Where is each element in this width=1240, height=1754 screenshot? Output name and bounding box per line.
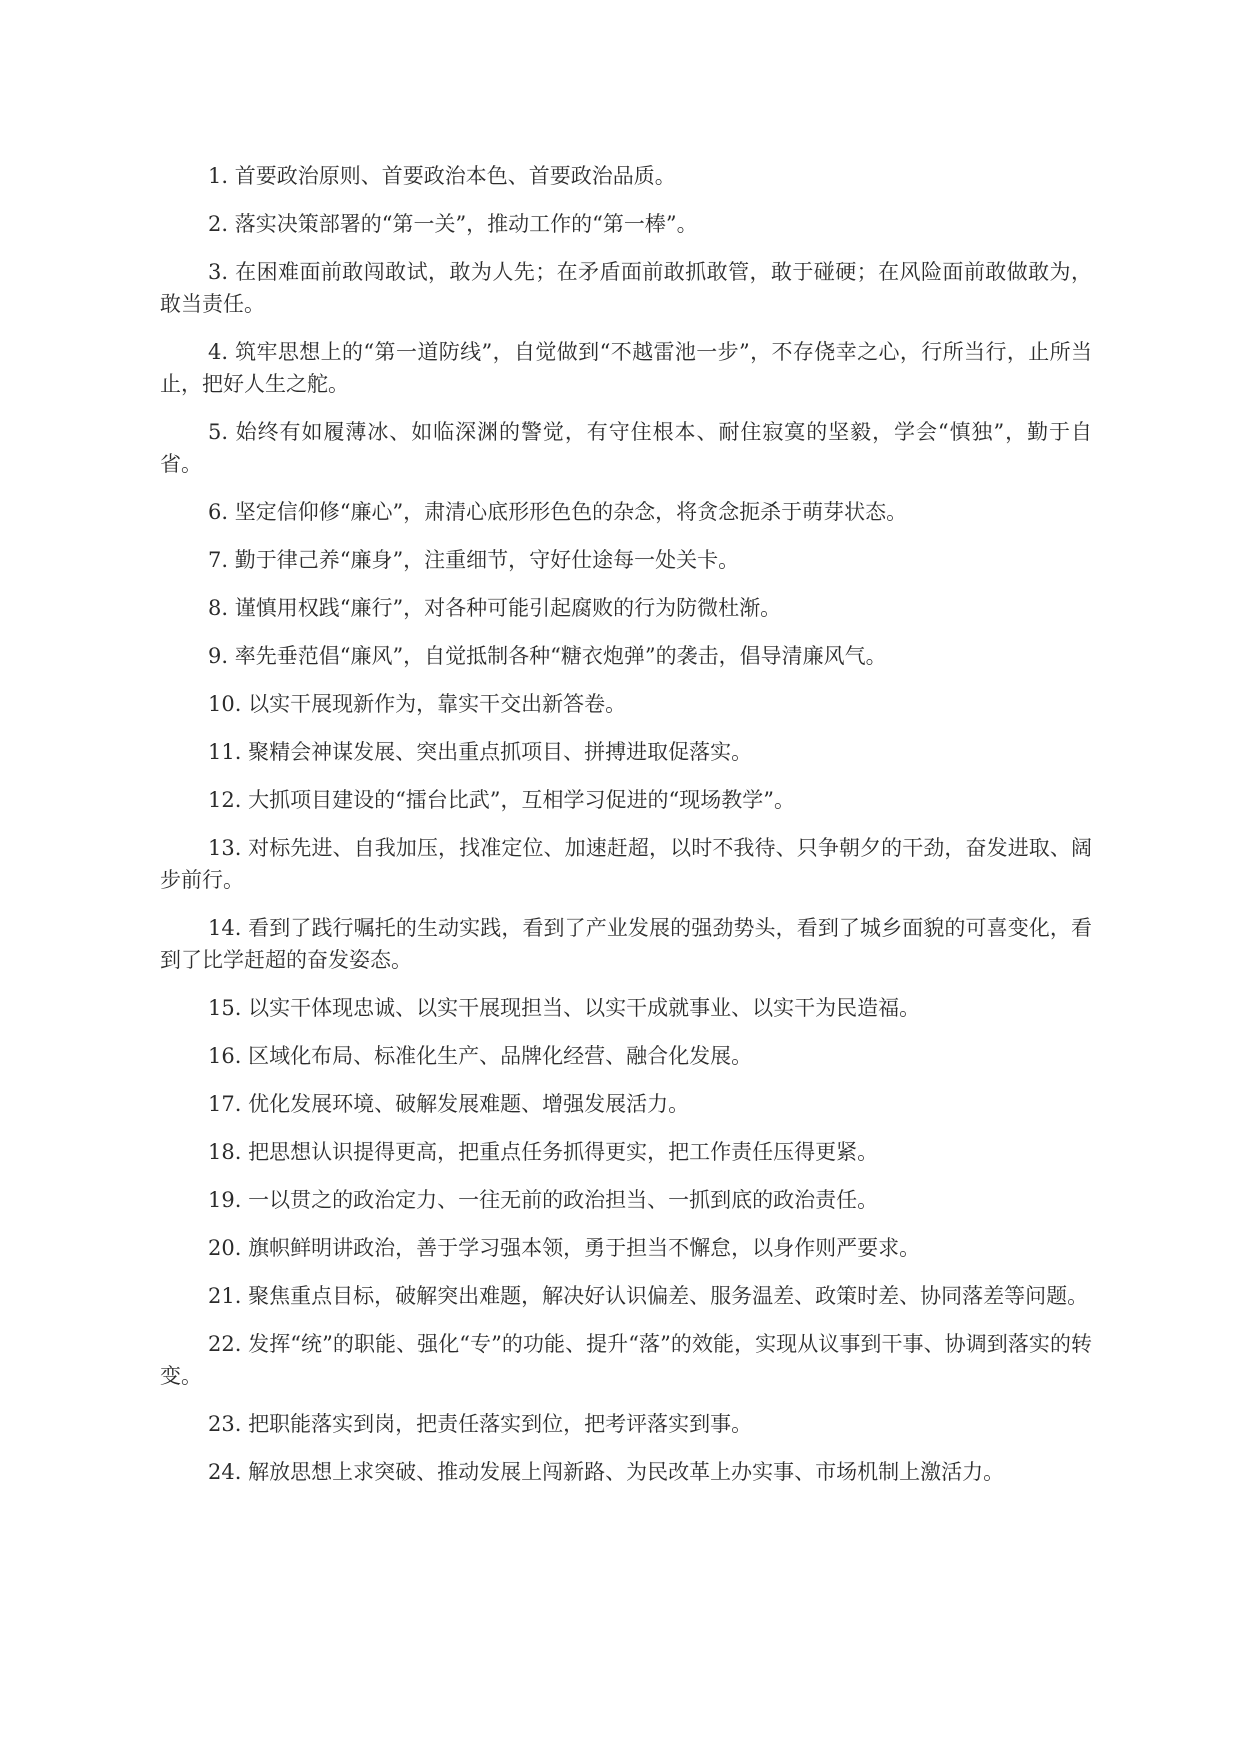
list-item: 18. 把思想认识提得更高，把重点任务抓得更实，把工作责任压得更紧。 bbox=[208, 1140, 879, 1164]
list-item: 13. 对标先进、自我加压，找准定位、加速赶超，以时不我待、只争朝夕的干劲，奋发进取、阔步前行。 bbox=[160, 836, 1092, 892]
list-item: 8. 谨慎用权践“廉行”，对各种可能引起腐败的行为防微杜渐。 bbox=[208, 596, 782, 620]
list-item: 23. 把职能落实到岗，把责任落实到位，把考评落实到事。 bbox=[208, 1412, 753, 1436]
list-item: 14. 看到了践行嘱托的生动实践，看到了产业发展的强劲势头，看到了城乡面貌的可喜变化，看到了比学赶超的奋发姿态。 bbox=[160, 916, 1092, 972]
list-item: 15. 以实干体现忠诚、以实干展现担当、以实干成就事业、以实干为民造福。 bbox=[208, 996, 921, 1020]
list-item: 10. 以实干展现新作为，靠实干交出新答卷。 bbox=[208, 692, 627, 716]
list-item: 11. 聚精会神谋发展、突出重点抓项目、拼搏进取促落实。 bbox=[208, 740, 753, 764]
list-item: 4. 筑牢思想上的“第一道防线”，自觉做到“不越雷池一步”，不存侥幸之心，行所当行，止所当止，把好人生之舵。 bbox=[160, 340, 1092, 396]
list-item: 16. 区域化布局、标准化生产、品牌化经营、融合化发展。 bbox=[208, 1044, 753, 1068]
list-item: 19. 一以贯之的政治定力、一往无前的政治担当、一抓到底的政治责任。 bbox=[208, 1188, 879, 1212]
list-item: 7. 勤于律己养“廉身”，注重细节，守好仕途每一处关卡。 bbox=[208, 548, 740, 572]
list-item: 20. 旗帜鲜明讲政治，善于学习强本领，勇于担当不懈怠，以身作则严要求。 bbox=[208, 1236, 921, 1260]
list-item: 12. 大抓项目建设的“擂台比武”，互相学习促进的“现场教学”。 bbox=[208, 788, 796, 812]
list-item: 21. 聚焦重点目标，破解突出难题，解决好认识偏差、服务温差、政策时差、协同落差等问题。 bbox=[208, 1284, 1089, 1308]
list-item: 6. 坚定信仰修“廉心”，肃清心底形形色色的杂念，将贪念扼杀于萌芽状态。 bbox=[208, 500, 908, 524]
list-item: 17. 优化发展环境、破解发展难题、增强发展活力。 bbox=[208, 1092, 690, 1116]
list-item: 9. 率先垂范倡“廉风”，自觉抵制各种“糖衣炮弹”的袭击，倡导清廉风气。 bbox=[208, 644, 887, 668]
list-item: 3. 在困难面前敢闯敢试，敢为人先；在矛盾面前敢抓敢管，敢于碰硬；在风险面前敢做敢为，敢当责任。 bbox=[160, 260, 1092, 316]
list-item: 22. 发挥“统”的职能、强化“专”的功能、提升“落”的效能，实现从议事到干事、协调到落实的转变。 bbox=[160, 1332, 1092, 1388]
list-item: 1. 首要政治原则、首要政治本色、首要政治品质。 bbox=[208, 164, 676, 188]
document-body bbox=[160, 160, 1092, 1504]
list-item: 24. 解放思想上求突破、推动发展上闯新路、为民改革上办实事、市场机制上激活力。 bbox=[208, 1460, 1005, 1484]
list-item: 2. 落实决策部署的“第一关”，推动工作的“第一棒”。 bbox=[208, 212, 698, 236]
list-item: 5. 始终有如履薄冰、如临深渊的警觉，有守住根本、耐住寂寞的坚毅，学会“慎独”，勤于自省。 bbox=[160, 420, 1092, 476]
